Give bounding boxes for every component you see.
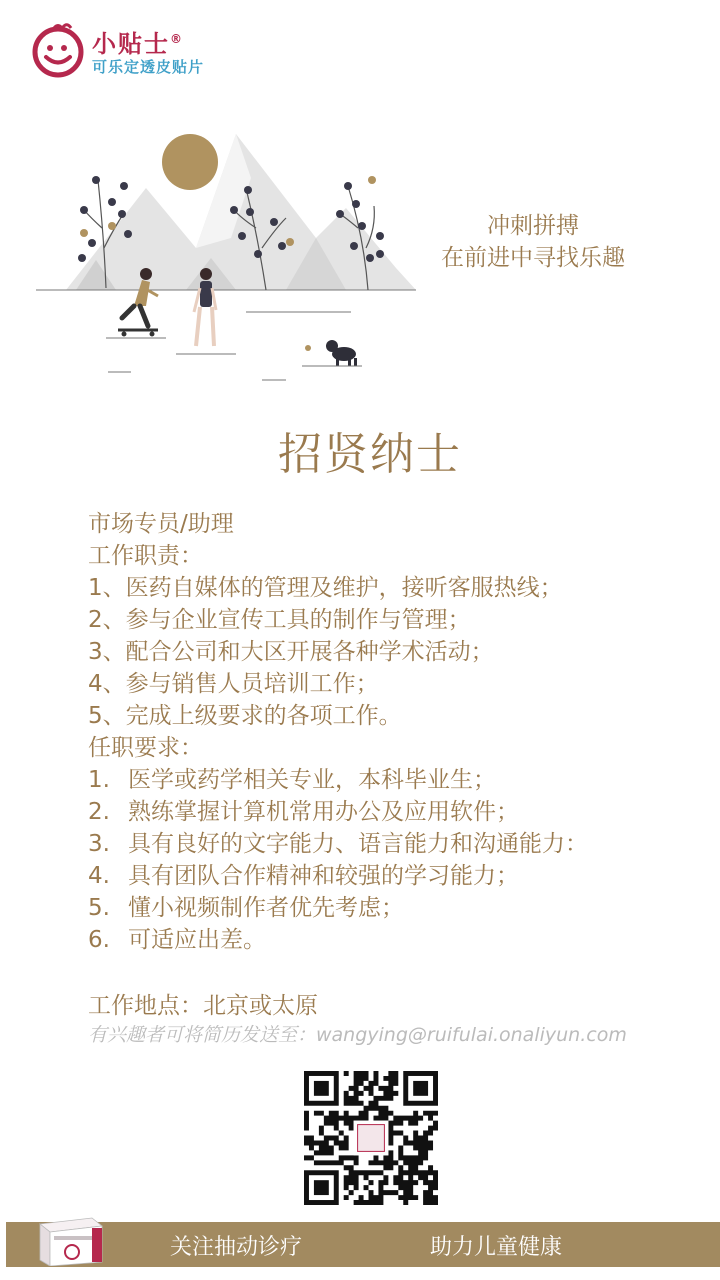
smiley-face-logo-icon: [30, 22, 86, 78]
requirement-item: 2. 熟练掌握计算机常用办公及应用软件；: [88, 799, 519, 825]
qr-code-icon: [304, 1071, 438, 1205]
requirement-item: 5. 懂小视频制作者优先考虑；: [88, 895, 404, 921]
duty-item: 2、参与企业宣传工具的制作与管理；: [88, 607, 471, 633]
brand-name: 小贴士®: [92, 30, 184, 58]
footer-banner: [6, 1222, 720, 1267]
duty-item: 4、参与销售人员培训工作；: [88, 671, 379, 697]
brand-subtitle: 可乐定透皮贴片: [92, 58, 205, 76]
job-position: 市场专员/助理: [88, 511, 234, 537]
requirement-item: 1. 医学或药学相关专业，本科毕业生；: [88, 767, 496, 793]
slogan-line-1: 冲刺拼搏: [487, 213, 579, 239]
footer-text-left: 关注抽动诊疗: [170, 1235, 303, 1260]
duty-item: 5、完成上级要求的各项工作。: [88, 703, 402, 729]
sun-shape: [162, 134, 218, 190]
hero-illustration: [36, 118, 426, 388]
slogan: [418, 210, 648, 274]
requirement-item: 3. 具有良好的文字能力、语言能力和沟通能力：: [88, 831, 588, 857]
requirement-item: 6. 可适应出差。: [88, 927, 266, 953]
requirements-heading: 任职要求：: [88, 735, 203, 761]
ball-shape: [305, 345, 311, 351]
job-location: 工作地点：北京或太原: [88, 993, 318, 1019]
email-contact[interactable]: 有兴趣者可将简历发送至：wangying@ruifulai.onaliyun.com: [88, 1024, 627, 1046]
duty-item: 3、配合公司和大区开展各种学术活动；: [88, 639, 494, 665]
footer-text-right: 助力儿童健康: [430, 1235, 563, 1260]
job-description: [88, 508, 708, 1022]
product-package-icon: [32, 1212, 106, 1266]
slogan-line-2: 在前进中寻找乐趣: [441, 245, 625, 271]
duty-item: 1、医药自媒体的管理及维护，接听客服热线；: [88, 575, 563, 601]
requirement-item: 4. 具有团队合作精神和较强的学习能力；: [88, 863, 519, 889]
dog-figure: [326, 340, 357, 366]
page-title: 招贤纳士: [278, 429, 462, 480]
brand-logo: [30, 18, 230, 80]
duties-heading: 工作职责：: [88, 543, 203, 569]
